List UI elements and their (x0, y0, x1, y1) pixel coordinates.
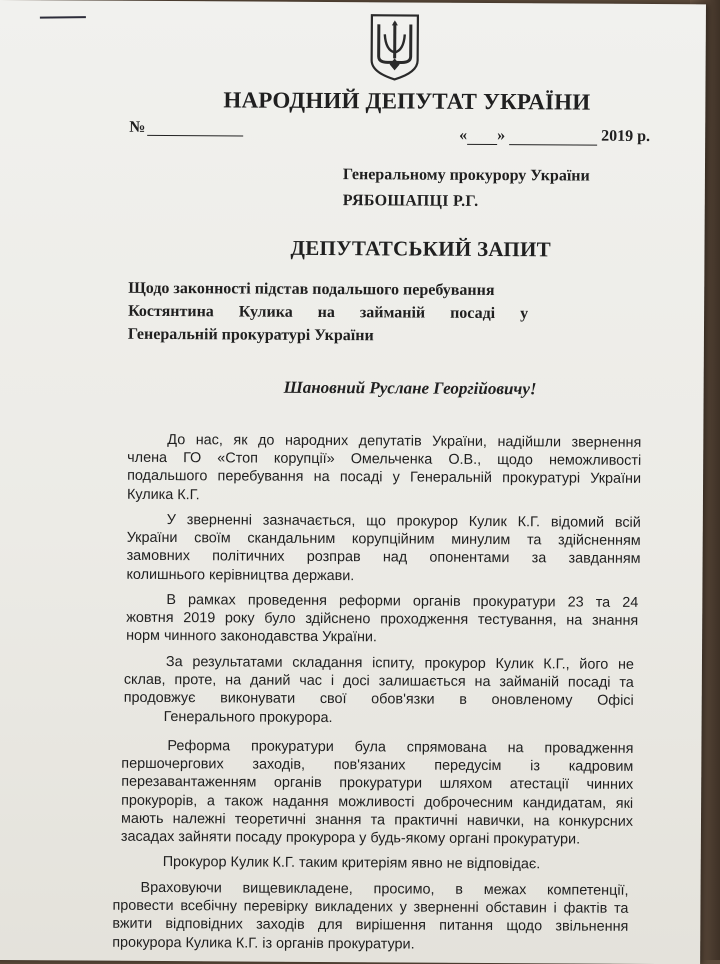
addressee-name: РЯБОШАПЦІ Р.Г. (342, 192, 479, 210)
paragraph-line: першочергових заходів, пов'язаних передусім із кадровим (121, 755, 634, 776)
paragraph-5 (121, 737, 634, 849)
paragraph-line: вжити відповідних заходів для вирішення питання щодо звільнення (112, 916, 629, 936)
paragraph-line: засадах зайняти посаду прокурора у будь-якому органі прокуратури. (120, 828, 581, 848)
paragraph-line: подальшого перебування на посаді у Генеральній прокуратурі України (127, 468, 642, 488)
paragraph-line: Прокурор Кулик К.Г. таким критеріям явно не відповідає. (162, 854, 541, 873)
paragraph-line: замовних політичних розправ над опонентами за завданням (126, 548, 641, 568)
paragraph-line: норм чинного законодавства України. (126, 628, 378, 646)
paragraph-line: У зверненні зазначається, що прокурор Кулик К.Г. відомий всій (166, 512, 641, 531)
subject-line: Генеральній прокуратурі України (127, 325, 374, 345)
paragraph-line: Враховуючи вищевикладене, просимо, в межах компетенції, (140, 879, 629, 899)
pen-mark (40, 16, 86, 19)
date-year: 2019 р. (601, 127, 651, 145)
paragraph-line: мають належні теоретичні знання та практичні навички, на конкурсних (120, 810, 634, 830)
date-row (459, 127, 650, 146)
paragraph-line: прокурорів, а також надання можливості доброчесним кандидатам, які (121, 792, 634, 812)
date-close-quote: » (497, 127, 506, 145)
date-month-line (509, 130, 597, 146)
date-open-quote: « (459, 126, 468, 144)
paragraph-line: перезавантаженням органів прокуратури шляхом атестації чинних (121, 774, 634, 794)
trident-emblem-icon (368, 12, 422, 82)
paragraph-line: склав, проте, на даний час і досі залишається на займаній посаді та (123, 671, 634, 692)
subject-block (128, 277, 528, 348)
paragraph-line: продовжує виконувати свої обов'язки в оновленому Офісі (123, 690, 634, 710)
subject-line: Костянтина Кулика на займаній посаді у (128, 302, 529, 323)
paragraph-line: жовтня 2019 року було здійснено проходження тестування, на знання (126, 609, 639, 630)
paragraph-line: До нас, як до народних депутатів України, надійшли звернення (167, 432, 642, 451)
paragraph-3 (126, 591, 638, 649)
paragraph-line: За результатами складання іспиту, прокурор Кулик К.Г., його не (165, 654, 634, 673)
document-number-line (147, 135, 243, 137)
paragraph-7 (112, 879, 628, 955)
paragraph-line: прокурора Кулика К.Г. із органів прокуратури. (112, 934, 415, 953)
date-day-line (467, 130, 497, 145)
document-title: ДЕПУТАТСЬКИЙ ЗАПИТ (290, 235, 552, 262)
header-title: НАРОДНИЙ ДЕПУТАТ УКРАЇНИ (223, 87, 591, 115)
paragraph-6 (119, 853, 631, 874)
paragraph-line: Реформа прокуратури була спрямована на провадження (167, 738, 634, 757)
document-number-label: № (129, 118, 146, 136)
paragraph-line: Кулика К.Г. (126, 486, 200, 503)
paragraph-line: члена ГО «Стоп корупції» Омельченка О.В., щодо неможливості (127, 449, 642, 470)
paragraph-line: України своїм скандальним корупційним минулим та здійсненням (126, 529, 641, 550)
paragraph-4 (124, 653, 634, 729)
paragraph-2 (126, 511, 640, 587)
paragraph-1 (127, 431, 641, 507)
paragraph-line: Генерального прокурора. (163, 708, 333, 726)
paragraph-line: колишнього керівництва держави. (126, 566, 355, 584)
paragraph-line: провести всебічну перевірку викладених у зверненні обставин і фактів та (112, 897, 629, 918)
paragraph-line: В рамках проведення реформи органів прокуратури 23 та 24 (166, 592, 639, 611)
subject-line: Щодо законності підстав подальшого перебування (128, 279, 495, 300)
salutation: Шановний Руслане Георгійовичу! (283, 377, 537, 399)
addressee-position: Генеральному прокурору України (342, 166, 590, 185)
